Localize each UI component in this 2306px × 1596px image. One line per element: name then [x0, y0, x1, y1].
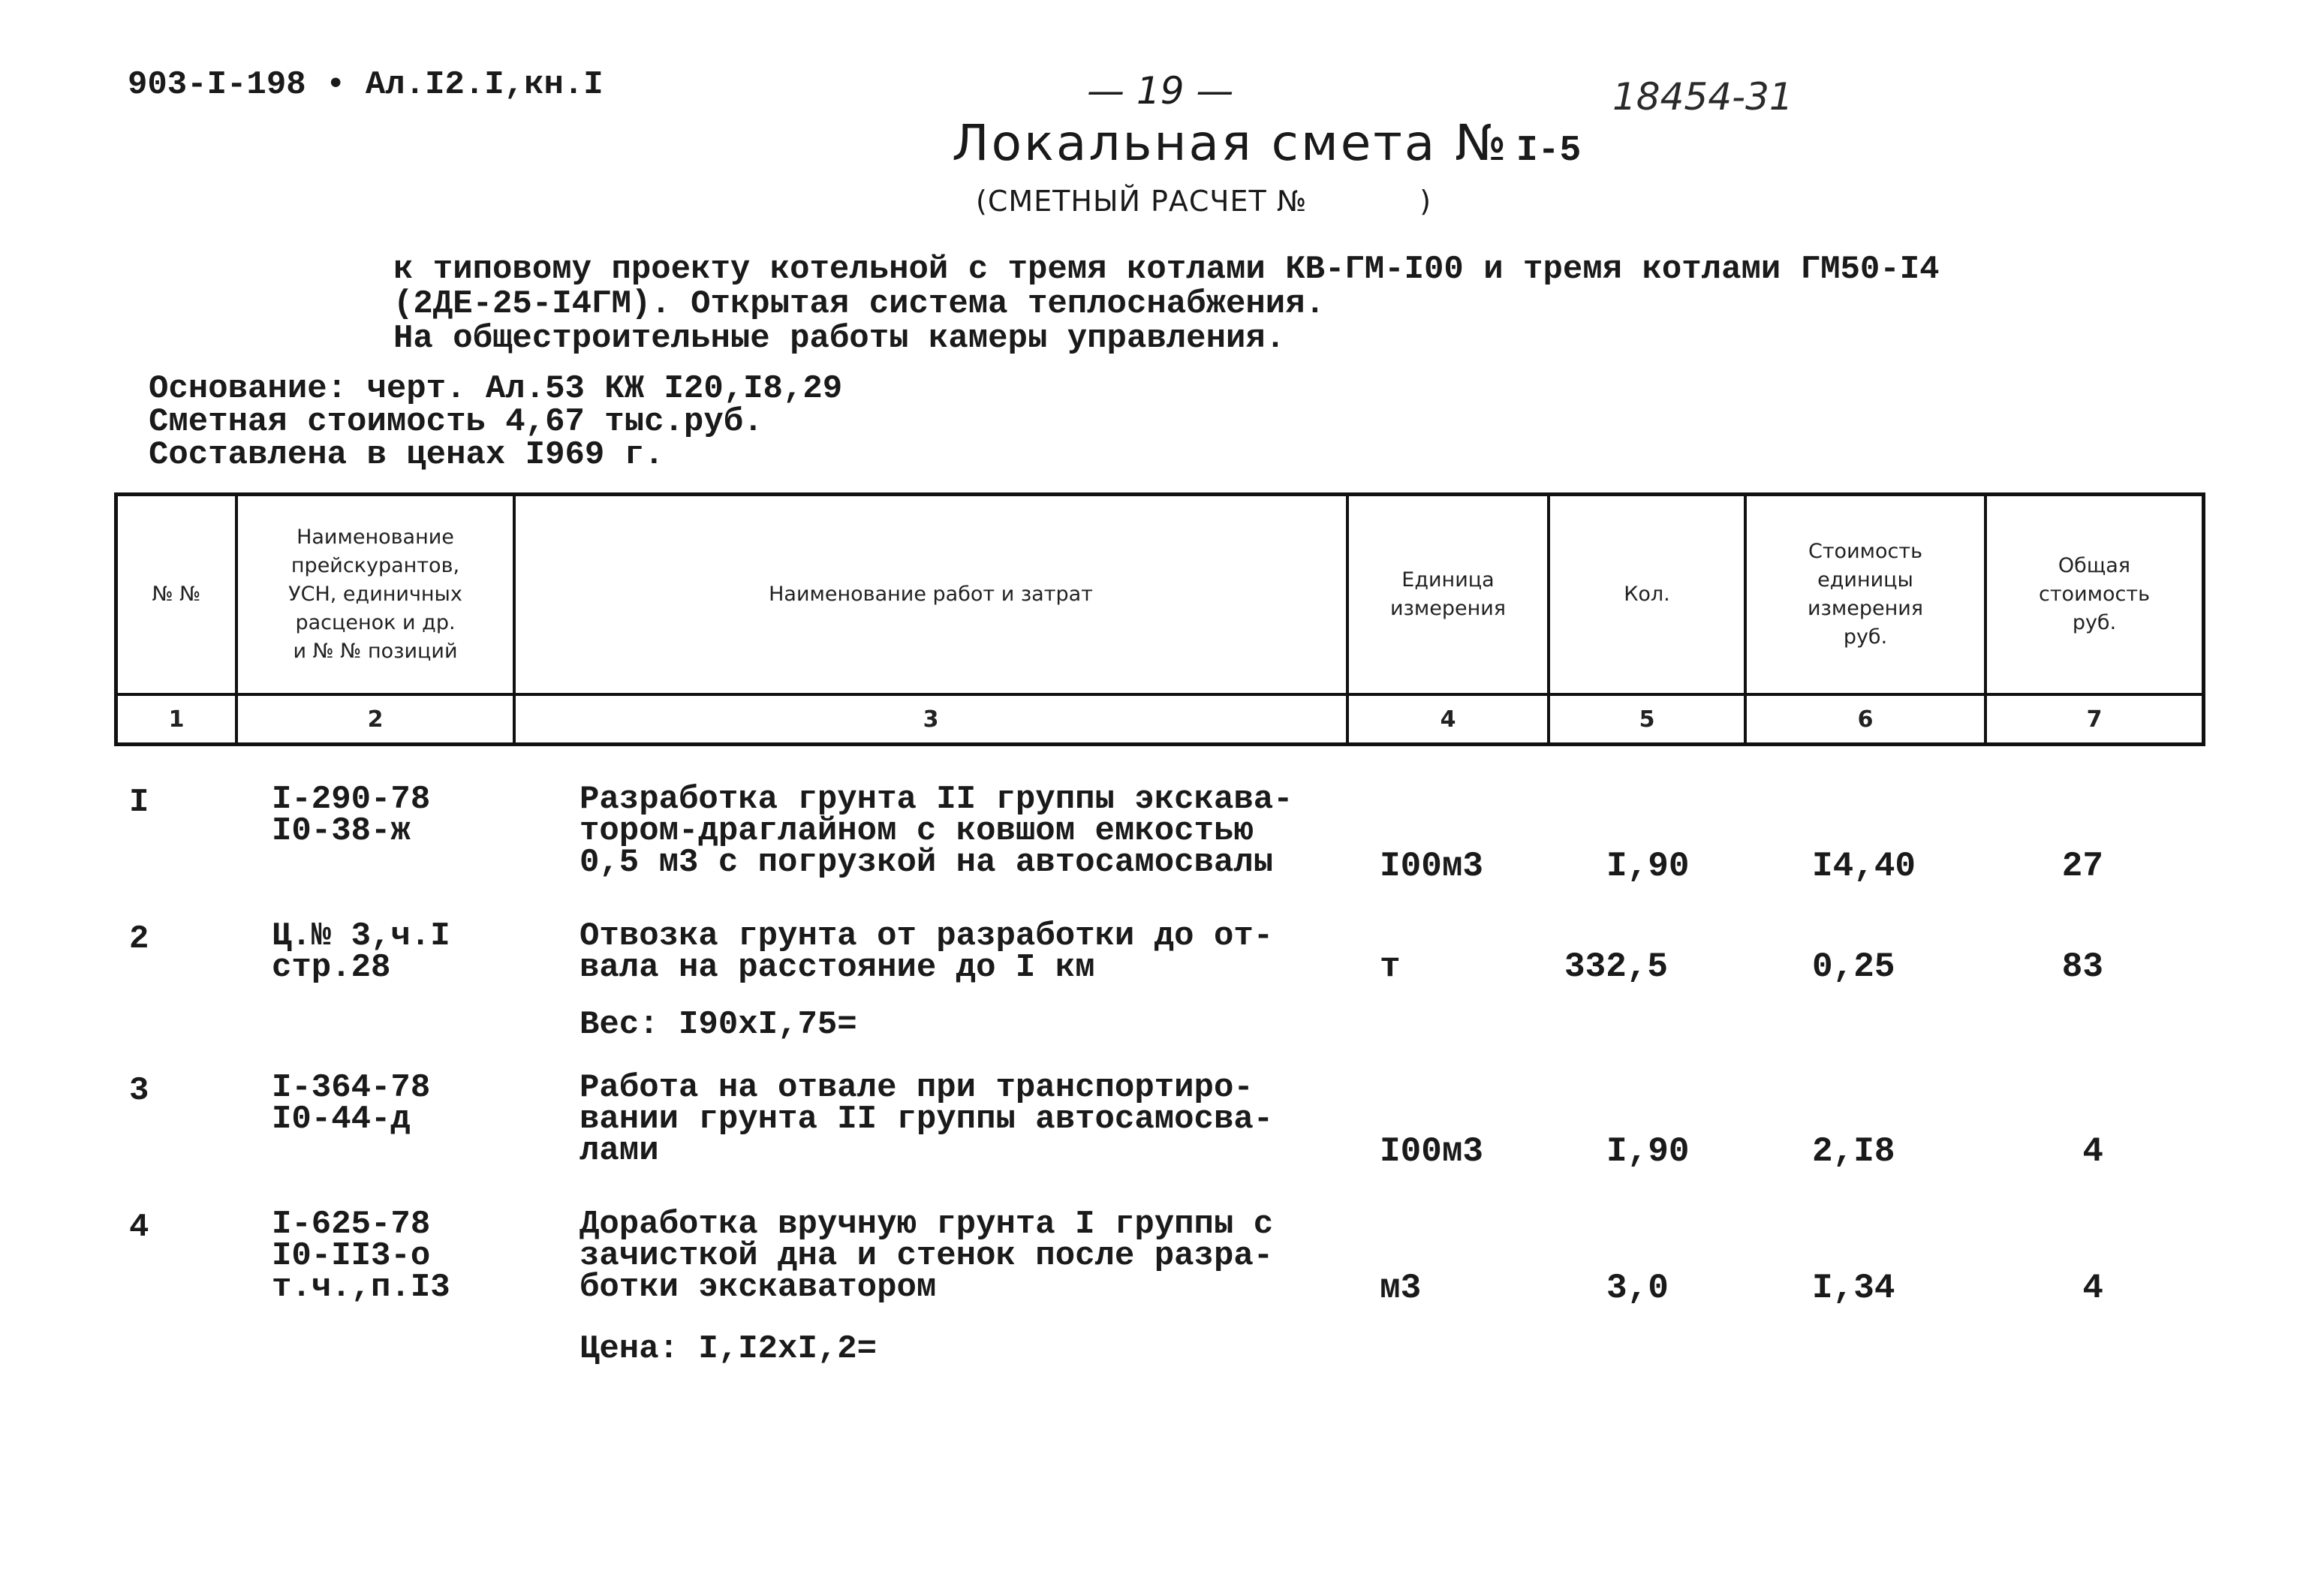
- description-line: к типовому проекту котельной с тремя котлами КВ-ГМ-I00 и тремя котлами ГМ50-I4: [393, 251, 1940, 288]
- row-unit: м3: [1380, 1269, 1422, 1308]
- row-quantity: I,90: [1606, 847, 1690, 886]
- row-work-line: Разработка грунта II группы экскава-: [580, 781, 1293, 818]
- row-quantity: 3,0: [1606, 1269, 1669, 1308]
- basis-cost: Сметная стоимость 4,67 тыс.руб.: [149, 403, 763, 441]
- registration-number: 18454-31: [1612, 75, 1793, 119]
- row-number: I: [129, 784, 149, 821]
- subtitle-text: (СМЕТНЫЙ РАСЧЕТ №: [976, 185, 1308, 218]
- document-subtitle: [976, 185, 1431, 218]
- row-work-line: зачисткой дна и стенок после разра-: [580, 1237, 1274, 1275]
- col-number: 5: [1639, 706, 1655, 733]
- row-work-line: Отвозка грунта от разработки до от-: [580, 917, 1274, 955]
- row-note: Вес: I90xI,75=: [580, 1006, 857, 1043]
- row-total-cost: 4: [2082, 1269, 2103, 1308]
- row-code-line: I-625-78: [272, 1206, 431, 1243]
- row-work-line: Работа на отвале при транспортиро-: [580, 1069, 1254, 1107]
- subtitle-close: ): [1419, 185, 1432, 218]
- row-code-line: Ц.№ 3,ч.I: [272, 917, 450, 955]
- row-work-line: вала на расстояние до I км: [580, 949, 1095, 986]
- row-code-line: I0-38-ж: [272, 812, 411, 850]
- row-unit-cost: 0,25: [1812, 947, 1895, 986]
- row-work-line: лами: [580, 1132, 659, 1170]
- row-quantity: 332,5: [1564, 947, 1669, 986]
- row-work-line: вании грунта II группы автосамосва-: [580, 1101, 1274, 1138]
- description-line: На общестроительные работы камеры управления.: [393, 320, 1286, 357]
- row-code-line: I0-II3-о: [272, 1237, 431, 1275]
- document-code: 903-I-198 • Ал.I2.I,кн.I: [128, 66, 604, 104]
- row-total-cost: 83: [2061, 947, 2103, 986]
- col-number: 3: [923, 706, 939, 733]
- row-unit-cost: 2,I8: [1812, 1132, 1895, 1171]
- row-code-line: I-290-78: [272, 781, 431, 818]
- row-unit: I00м3: [1380, 1132, 1484, 1171]
- col-number: 6: [1857, 706, 1874, 733]
- row-code-line: т.ч.,п.I3: [272, 1269, 450, 1306]
- col-header-unit: Единица измерения: [1389, 568, 1507, 620]
- col-header-total-cost: Общая стоимость руб.: [2038, 554, 2150, 634]
- row-unit-cost: I,34: [1812, 1269, 1895, 1308]
- document-title: [952, 114, 1581, 172]
- row-work-line: Доработка вручную грунта I группы с: [580, 1206, 1274, 1243]
- row-work-line: ботки экскаватором: [580, 1269, 937, 1306]
- description-line: (2ДЕ-25-I4ГМ). Открытая система теплоснабжения.: [393, 285, 1326, 323]
- row-note: Цена: I,I2xI,2=: [580, 1330, 878, 1368]
- col-header-number: № №: [152, 583, 201, 606]
- row-code-line: стр.28: [272, 949, 391, 986]
- row-unit-cost: I4,40: [1812, 847, 1916, 886]
- col-header-price-list: Наименование прейскурантов, УСН, единичных расценок и др. и № № позиций: [288, 525, 462, 663]
- row-code-line: I-364-78: [272, 1069, 431, 1107]
- col-number: 4: [1440, 706, 1456, 733]
- col-header-unit-cost: Стоимость единицы измерения руб.: [1807, 540, 1924, 649]
- row-code-line: I0-44-д: [272, 1101, 411, 1138]
- row-work-line: тором-драглайном с ковшом емкостью: [580, 812, 1254, 850]
- title-text: Локальная смета №: [952, 114, 1509, 172]
- basis-drawing: Основание: черт. Ал.53 КЖ I20,I8,29: [149, 370, 843, 408]
- col-number: 7: [2086, 706, 2103, 733]
- col-number: 2: [367, 706, 384, 733]
- row-unit: т: [1380, 947, 1401, 986]
- row-number: 2: [129, 920, 149, 958]
- page-number: — 19 —: [1087, 69, 1234, 113]
- basis-prices: Составлена в ценах I969 г.: [149, 436, 664, 474]
- col-number: 1: [168, 706, 185, 733]
- col-header-work-name: Наименование работ и затрат: [769, 583, 1093, 606]
- row-number: 3: [129, 1072, 149, 1110]
- row-quantity: I,90: [1606, 1132, 1690, 1171]
- row-unit: I00м3: [1380, 847, 1484, 886]
- estimate-table-header: [114, 492, 2205, 746]
- row-total-cost: 27: [2061, 847, 2103, 886]
- col-header-quantity: Кол.: [1624, 583, 1670, 606]
- row-number: 4: [129, 1209, 149, 1246]
- row-work-line: 0,5 м3 с погрузкой на автосамосвалы: [580, 844, 1274, 881]
- row-total-cost: 4: [2082, 1132, 2103, 1171]
- title-number: I-5: [1516, 131, 1582, 171]
